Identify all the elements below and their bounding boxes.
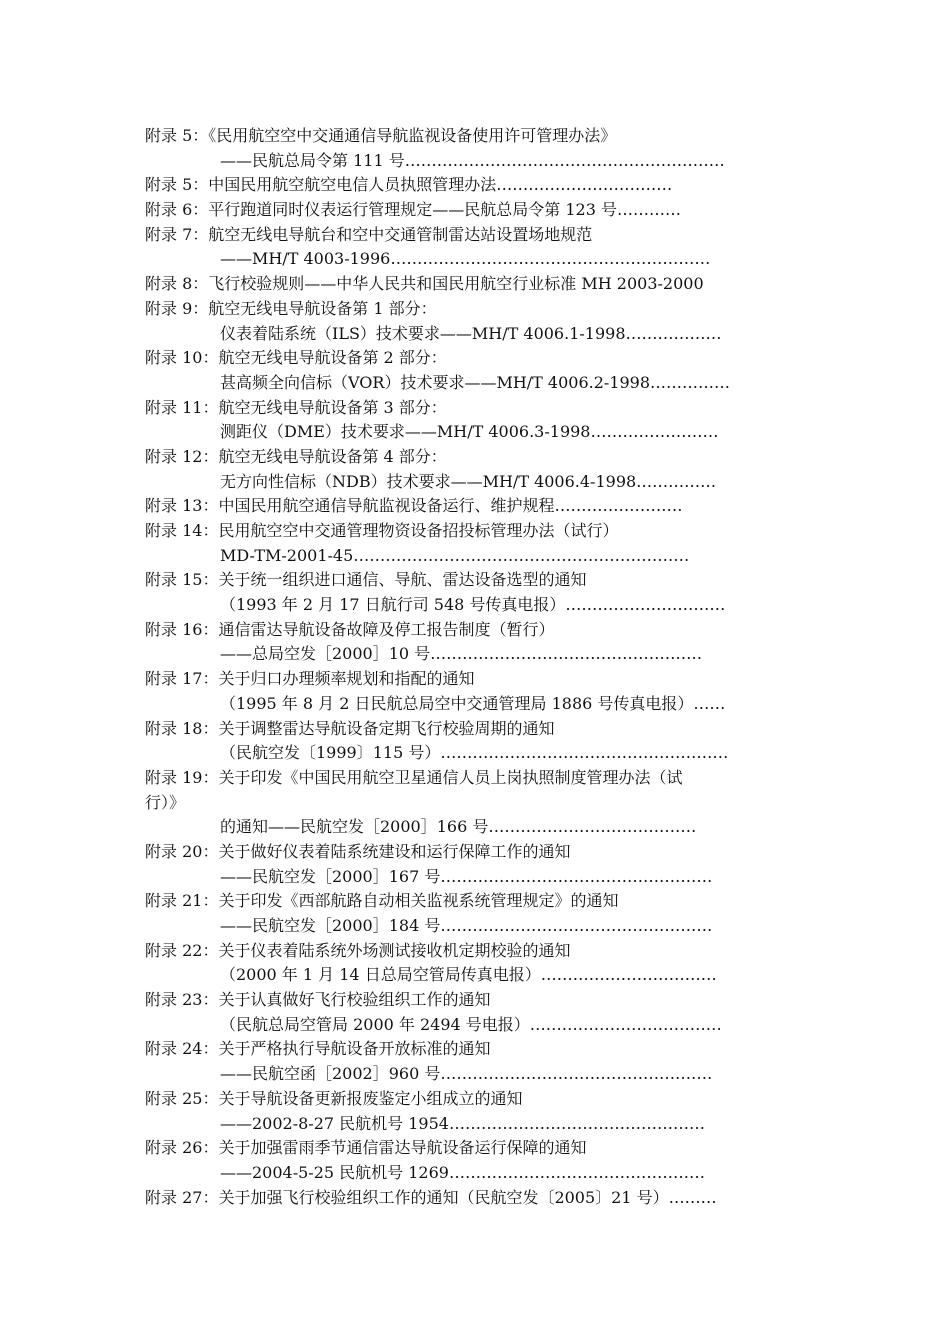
appendix-line: 附录 8：飞行校验规则——中华人民共和国民用航空行业标准 MH 2003-2000: [145, 274, 704, 294]
appendix-line: 附录 7：航空无线电导航台和空中交通管制雷达站设置场地规范: [145, 224, 593, 244]
appendix-line: 附录 12：航空无线电导航设备第 4 部分：: [145, 446, 447, 466]
appendix-line-continuation: 仪表着陆系统（ILS）技术要求——MH/T 4006.1-1998………………: [220, 323, 722, 343]
appendix-line: 附录 5：《民用航空空中交通通信导航监视设备使用许可管理办法》: [145, 126, 617, 145]
appendix-list: [145, 124, 815, 1210]
appendix-line-continuation: ——民航总局令第 111 号……………………………………………………: [220, 150, 725, 170]
appendix-line-continuation: （1993 年 2 月 17 日航行司 548 号传真电报）…………………………: [220, 595, 726, 615]
appendix-line: 附录 26：关于加强雷雨季节通信雷达导航设备运行保障的通知: [145, 1138, 587, 1158]
appendix-line: 附录 9：航空无线电导航设备第 1 部分：: [145, 298, 437, 318]
appendix-line: 附录 5：中国民用航空航空电信人员执照管理办法……………………………: [145, 175, 673, 195]
appendix-line: 附录 23：关于认真做好飞行校验组织工作的通知: [145, 990, 491, 1010]
appendix-line: 附录 18：关于调整雷达导航设备定期飞行校验周期的通知: [145, 718, 555, 738]
appendix-line-continuation: （民航空发〔1999〕115 号）………………………………………………: [220, 743, 729, 763]
appendix-line-continuation: （1995 年 8 月 2 日民航总局空中交通管理局 1886 号传真电报）……: [220, 693, 726, 713]
appendix-line-continuation: ——MH/T 4003-1996……………………………………………………: [220, 249, 711, 269]
appendix-line: 行）》: [145, 792, 186, 812]
appendix-line-continuation: （2000 年 1 月 14 日总局空管局传真电报）……………………………: [220, 965, 717, 985]
appendix-line-continuation: ——2002-8-27 民航机号 1954…………………………………………: [220, 1113, 705, 1133]
appendix-line: 附录 14：民用航空空中交通管理物资设备招投标管理办法（试行）: [145, 521, 619, 540]
appendix-line: 附录 17：关于归口办理频率规划和指配的通知: [145, 669, 475, 689]
appendix-line-continuation: MD-TM-2001-45………………………………………………………: [220, 545, 690, 565]
appendix-line: 附录 6：平行跑道同时仪表运行管理规定——民航总局令第 123 号…………: [145, 200, 681, 220]
appendix-line: 附录 11：航空无线电导航设备第 3 部分：: [145, 397, 447, 417]
appendix-line-continuation: 的通知——民航空发［2000］166 号…………………………………: [220, 817, 697, 837]
appendix-line-continuation: 甚高频全向信标（VOR）技术要求——MH/T 4006.2-1998……………: [220, 372, 731, 392]
appendix-line-continuation: （民航总局空管局 2000 年 2494 号电报）………………………………: [220, 1014, 722, 1034]
appendix-line-continuation: 无方向性信标（NDB）技术要求——MH/T 4006.4-1998……………: [220, 471, 717, 491]
appendix-line: 附录 13：中国民用航空通信导航监视设备运行、维护规程……………………: [145, 496, 683, 516]
appendix-line: 附录 25：关于导航设备更新报废鉴定小组成立的通知: [145, 1088, 523, 1108]
appendix-line-continuation: ——2004-5-25 民航机号 1269…………………………………………: [220, 1162, 705, 1182]
appendix-line: 附录 22：关于仪表着陆系统外场测试接收机定期校验的通知: [145, 940, 571, 960]
appendix-line: 附录 21：关于印发《西部航路自动相关监视系统管理规定》的通知: [145, 891, 619, 911]
appendix-line: 附录 15：关于统一组织进口通信、导航、雷达设备选型的通知: [145, 570, 587, 590]
appendix-line-continuation: ——民航空发［2000］167 号……………………………………………: [220, 866, 713, 886]
appendix-line-continuation: ——总局空发［2000］10 号……………………………………………: [220, 644, 703, 664]
appendix-line-continuation: ——民航空发［2000］184 号……………………………………………: [220, 916, 713, 935]
appendix-line-continuation: 测距仪（DME）技术要求——MH/T 4006.3-1998……………………: [220, 422, 719, 442]
appendix-line: 附录 24：关于严格执行导航设备开放标准的通知: [145, 1039, 491, 1059]
appendix-line: 附录 20：关于做好仪表着陆系统建设和运行保障工作的通知: [145, 841, 571, 861]
appendix-line: 附录 27：关于加强飞行校验组织工作的通知（民航空发〔2005〕21 号）………: [145, 1187, 717, 1207]
appendix-line-continuation: ——民航空函［2002］960 号……………………………………………: [220, 1064, 713, 1084]
appendix-line: 附录 16：通信雷达导航设备故障及停工报告制度（暂行）: [145, 619, 555, 639]
appendix-line: 附录 10：航空无线电导航设备第 2 部分：: [145, 348, 447, 368]
appendix-line: 附录 19：关于印发《中国民用航空卫星通信人员上岗执照制度管理办法（试: [145, 767, 683, 787]
